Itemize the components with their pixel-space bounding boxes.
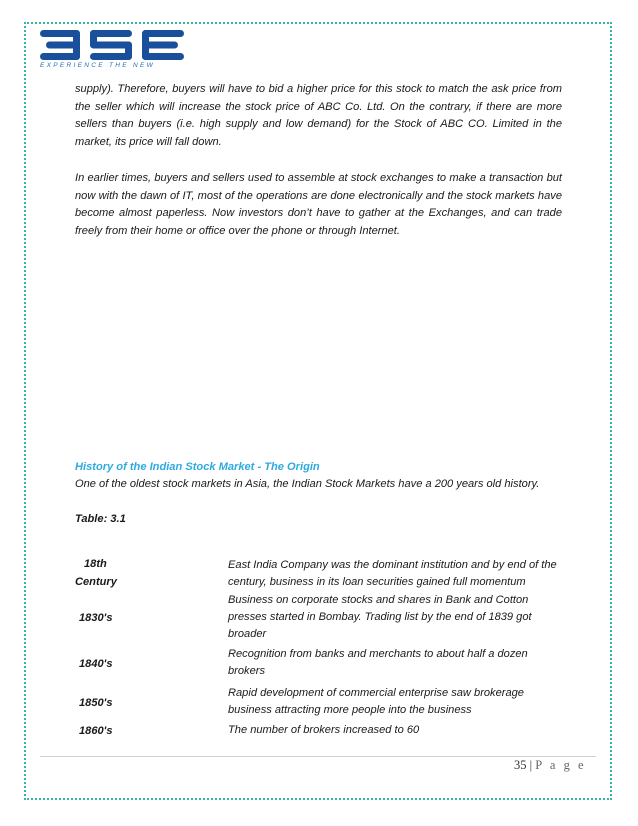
timeline-event: The number of brokers increased to 60 — [228, 724, 420, 736]
timeline-period-line1: 18th — [84, 558, 107, 570]
footer-rule — [40, 756, 596, 757]
page-number-value: 35 — [514, 758, 527, 772]
section-heading: History of the Indian Stock Market - The Origin — [75, 461, 320, 473]
bse-logo — [40, 30, 190, 74]
logo-tagline: EXPERIENCE THE NEW — [40, 62, 156, 69]
timeline-event: Recognition from banks and merchants to about half a dozen brokers — [228, 648, 528, 677]
section-intro: One of the oldest stock markets in Asia, the Indian Stock Markets have a 200 years old history. — [75, 478, 540, 490]
table-caption: Table: 3.1 — [75, 513, 126, 525]
paragraph-electronic-trading: In earlier times, buyers and sellers used to assemble at stock exchanges to make a transaction but now with the dawn of IT, most of the operations are done electronically and the stock markets have become almost paperless. Now investors don’t have to gather at the Exchanges, and can trade freely from their home or office over the phone or through Internet. — [75, 172, 562, 237]
timeline-event: Rapid development of commercial enterprise saw brokerage business attracting more people into the business — [228, 687, 524, 716]
page-word: P a g e — [535, 758, 586, 772]
timeline-event: East India Company was the dominant institution and by end of the century, business in its loan securities gained full momentum — [228, 559, 557, 588]
timeline-period: 1830's — [79, 612, 113, 624]
timeline-period: 1840's — [79, 658, 113, 670]
timeline-period — [75, 556, 195, 590]
timeline-period: 1860's — [79, 725, 113, 737]
timeline-period-line2: Century — [75, 576, 117, 588]
bse-logo-mark — [40, 30, 190, 60]
timeline-event: Business on corporate stocks and shares in Bank and Cotton presses started in Bombay. Trading list by the end of 1839 got broader — [228, 594, 532, 640]
page-number — [514, 758, 586, 773]
paragraph-supply-demand: supply). Therefore, buyers will have to bid a higher price for this stock to match the ask price from the seller which will increase the stock price of ABC Co. Ltd. On the contrary, if there are more sellers than buyers (i.e. high supply and low demand) for the Stock of ABC CO. Limited in the market, its price will fall down. — [75, 83, 562, 148]
page-number-separator: | — [529, 758, 533, 772]
timeline-period: 1850's — [79, 697, 113, 709]
